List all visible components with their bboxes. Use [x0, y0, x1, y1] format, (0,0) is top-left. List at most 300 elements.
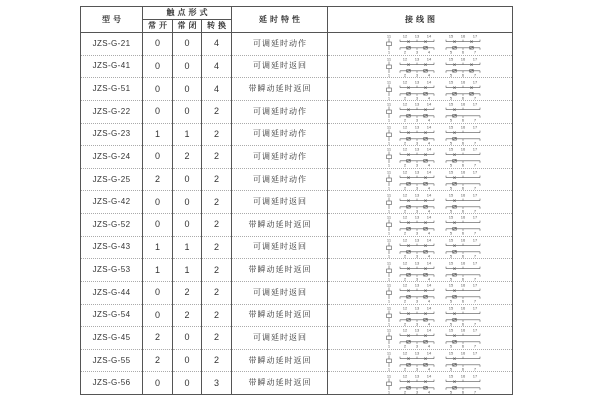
- svg-text:5: 5: [449, 389, 453, 394]
- svg-text:4: 4: [427, 208, 431, 213]
- svg-text:1: 1: [387, 253, 391, 258]
- delay-characteristic-cell: 可调延时返回: [232, 55, 328, 78]
- normally-open-count: 0: [143, 281, 173, 304]
- svg-text:4: 4: [427, 140, 431, 145]
- delay-characteristic-cell: 可调延时返回: [232, 327, 328, 350]
- svg-text:11: 11: [386, 146, 392, 152]
- table-row: [81, 146, 513, 169]
- svg-text:14: 14: [426, 260, 432, 266]
- normally-open-count: 0: [143, 78, 173, 101]
- svg-text:14: 14: [426, 146, 432, 152]
- svg-text:4: 4: [427, 230, 431, 236]
- delay-characteristic-cell: 带瞬动延时返回: [232, 372, 328, 395]
- svg-text:6: 6: [461, 185, 465, 191]
- svg-text:15: 15: [448, 79, 454, 85]
- changeover-count: 2: [202, 214, 232, 237]
- svg-text:16: 16: [460, 373, 466, 379]
- svg-text:15: 15: [448, 237, 454, 243]
- svg-text:6: 6: [461, 230, 465, 236]
- svg-text:7: 7: [473, 162, 477, 168]
- svg-text:13: 13: [414, 169, 420, 175]
- svg-text:16: 16: [460, 146, 466, 152]
- svg-text:3: 3: [415, 343, 419, 349]
- svg-text:13: 13: [414, 327, 420, 333]
- delay-characteristic-cell: 带瞬动延时返回: [232, 78, 328, 101]
- svg-text:14: 14: [426, 169, 432, 175]
- svg-text:1: 1: [387, 117, 391, 123]
- table-row: [81, 259, 513, 282]
- svg-text:11: 11: [386, 79, 392, 85]
- svg-text:4: 4: [427, 253, 431, 258]
- changeover-count: 3: [202, 372, 232, 395]
- normally-open-count: 2: [143, 327, 173, 350]
- svg-text:3: 3: [415, 140, 419, 145]
- svg-text:11: 11: [386, 373, 392, 379]
- relay-wiring-diagram-icon: [384, 101, 512, 122]
- svg-text:15: 15: [448, 124, 454, 130]
- svg-text:15: 15: [448, 146, 454, 152]
- svg-text:12: 12: [402, 327, 408, 333]
- svg-text:7: 7: [473, 321, 477, 326]
- normally-closed-count: 0: [173, 191, 202, 214]
- svg-text:7: 7: [473, 276, 477, 281]
- model-cell: JZS-G-51: [81, 78, 143, 101]
- normally-open-count: 0: [143, 372, 173, 395]
- delay-characteristic-cell: 带瞬动延时返回: [232, 214, 328, 237]
- relay-wiring-diagram-icon: [384, 214, 512, 235]
- svg-text:15: 15: [448, 101, 454, 107]
- relay-wiring-diagram-icon: [384, 260, 512, 281]
- svg-text:3: 3: [415, 298, 419, 304]
- svg-text:6: 6: [461, 72, 465, 77]
- col-header-contact-form: 触点形式: [143, 7, 232, 20]
- svg-text:5: 5: [449, 140, 453, 145]
- svg-text:6: 6: [461, 95, 465, 100]
- normally-closed-count: 2: [173, 281, 202, 304]
- wiring-diagram-cell: [328, 327, 513, 350]
- normally-closed-count: 0: [173, 55, 202, 78]
- normally-closed-count: 0: [173, 78, 202, 101]
- svg-text:17: 17: [472, 350, 478, 356]
- normally-open-count: 1: [143, 123, 173, 146]
- svg-text:11: 11: [386, 260, 392, 266]
- svg-text:15: 15: [448, 373, 454, 379]
- delay-characteristic-cell: 可调延时动作: [232, 33, 328, 56]
- normally-open-count: 0: [143, 33, 173, 56]
- changeover-count: 2: [202, 259, 232, 282]
- svg-text:3: 3: [415, 185, 419, 191]
- wiring-diagram-cell: [328, 281, 513, 304]
- svg-text:1: 1: [387, 343, 391, 349]
- delay-characteristic-cell: 可调延时返回: [232, 236, 328, 259]
- delay-characteristic-cell: 可调延时动作: [232, 146, 328, 169]
- svg-text:13: 13: [414, 350, 420, 356]
- svg-text:5: 5: [449, 276, 453, 281]
- table-row: [81, 78, 513, 101]
- col-header-model: 型号: [81, 7, 143, 33]
- svg-text:16: 16: [460, 169, 466, 175]
- changeover-count: 2: [202, 146, 232, 169]
- svg-text:17: 17: [472, 169, 478, 175]
- model-cell: JZS-G-41: [81, 55, 143, 78]
- svg-text:17: 17: [472, 214, 478, 220]
- svg-text:2: 2: [403, 276, 407, 281]
- svg-text:5: 5: [449, 95, 453, 100]
- svg-text:5: 5: [449, 343, 453, 349]
- svg-text:12: 12: [402, 260, 408, 266]
- changeover-count: 2: [202, 191, 232, 214]
- svg-text:12: 12: [402, 56, 408, 62]
- svg-text:6: 6: [461, 321, 465, 326]
- svg-text:14: 14: [426, 327, 432, 333]
- model-cell: JZS-G-21: [81, 33, 143, 56]
- svg-text:14: 14: [426, 124, 432, 130]
- svg-text:4: 4: [427, 276, 431, 281]
- svg-text:16: 16: [460, 214, 466, 220]
- svg-text:15: 15: [448, 214, 454, 220]
- table-row: [81, 168, 513, 191]
- svg-text:13: 13: [414, 56, 420, 62]
- svg-text:14: 14: [426, 192, 432, 198]
- model-cell: JZS-G-23: [81, 123, 143, 146]
- wiring-diagram-cell: [328, 236, 513, 259]
- normally-open-count: 0: [143, 191, 173, 214]
- svg-text:17: 17: [472, 282, 478, 288]
- svg-text:3: 3: [415, 389, 419, 394]
- svg-text:13: 13: [414, 260, 420, 266]
- svg-text:13: 13: [414, 79, 420, 85]
- svg-text:12: 12: [402, 350, 408, 356]
- normally-open-count: 0: [143, 55, 173, 78]
- svg-text:3: 3: [415, 162, 419, 168]
- svg-text:1: 1: [387, 95, 391, 100]
- svg-text:16: 16: [460, 350, 466, 356]
- wiring-diagram-cell: [328, 33, 513, 56]
- relay-wiring-diagram-icon: [384, 33, 512, 54]
- changeover-count: 2: [202, 281, 232, 304]
- svg-text:2: 2: [403, 49, 407, 55]
- model-cell: JZS-G-52: [81, 214, 143, 237]
- svg-text:5: 5: [449, 230, 453, 236]
- svg-text:12: 12: [402, 33, 408, 39]
- model-cell: JZS-G-22: [81, 100, 143, 123]
- delay-characteristic-cell: 可调延时动作: [232, 123, 328, 146]
- normally-closed-count: 0: [173, 349, 202, 372]
- svg-text:11: 11: [386, 327, 392, 333]
- svg-text:3: 3: [415, 276, 419, 281]
- svg-text:3: 3: [415, 366, 419, 372]
- svg-text:5: 5: [449, 49, 453, 55]
- svg-text:2: 2: [403, 230, 407, 236]
- svg-text:12: 12: [402, 237, 408, 243]
- svg-text:5: 5: [449, 185, 453, 191]
- delay-characteristic-cell: 可调延时返回: [232, 191, 328, 214]
- svg-text:14: 14: [426, 101, 432, 107]
- svg-text:7: 7: [473, 253, 477, 258]
- svg-text:11: 11: [386, 33, 392, 39]
- svg-text:4: 4: [427, 72, 431, 77]
- svg-text:2: 2: [403, 253, 407, 258]
- changeover-count: 2: [202, 100, 232, 123]
- svg-text:6: 6: [461, 366, 465, 372]
- svg-text:1: 1: [387, 208, 391, 213]
- svg-text:16: 16: [460, 260, 466, 266]
- table-row: [81, 55, 513, 78]
- svg-text:7: 7: [473, 366, 477, 372]
- svg-text:2: 2: [403, 72, 407, 77]
- model-cell: JZS-G-56: [81, 372, 143, 395]
- svg-text:3: 3: [415, 321, 419, 326]
- svg-text:15: 15: [448, 192, 454, 198]
- svg-text:12: 12: [402, 124, 408, 130]
- svg-text:14: 14: [426, 305, 432, 311]
- svg-text:2: 2: [403, 298, 407, 304]
- wiring-diagram-cell: [328, 259, 513, 282]
- normally-closed-count: 1: [173, 123, 202, 146]
- svg-text:2: 2: [403, 366, 407, 372]
- model-cell: JZS-G-53: [81, 259, 143, 282]
- table-row: [81, 281, 513, 304]
- svg-text:16: 16: [460, 124, 466, 130]
- table-body: [81, 33, 513, 395]
- svg-text:1: 1: [387, 321, 391, 326]
- svg-text:5: 5: [449, 253, 453, 258]
- relay-wiring-diagram-icon: [384, 237, 512, 258]
- svg-text:15: 15: [448, 327, 454, 333]
- svg-text:17: 17: [472, 192, 478, 198]
- model-cell: JZS-G-54: [81, 304, 143, 327]
- svg-text:16: 16: [460, 237, 466, 243]
- svg-text:3: 3: [415, 117, 419, 123]
- col-header-delay-characteristic: 延时特性: [232, 7, 328, 33]
- delay-characteristic-cell: 带瞬动延时返回: [232, 259, 328, 282]
- col-header-normally-open: 常开: [143, 20, 173, 33]
- normally-closed-count: 1: [173, 259, 202, 282]
- svg-text:15: 15: [448, 169, 454, 175]
- svg-text:12: 12: [402, 101, 408, 107]
- svg-text:1: 1: [387, 162, 391, 168]
- model-cell: JZS-G-44: [81, 281, 143, 304]
- svg-text:13: 13: [414, 305, 420, 311]
- svg-text:13: 13: [414, 101, 420, 107]
- delay-characteristic-cell: 带瞬动延时返回: [232, 349, 328, 372]
- svg-text:11: 11: [386, 124, 392, 130]
- svg-text:14: 14: [426, 373, 432, 379]
- svg-text:17: 17: [472, 79, 478, 85]
- table-row: [81, 33, 513, 56]
- svg-text:16: 16: [460, 101, 466, 107]
- wiring-diagram-cell: [328, 214, 513, 237]
- svg-text:16: 16: [460, 79, 466, 85]
- table-row: [81, 100, 513, 123]
- svg-text:7: 7: [473, 140, 477, 145]
- svg-text:5: 5: [449, 208, 453, 213]
- svg-text:15: 15: [448, 33, 454, 39]
- svg-text:17: 17: [472, 373, 478, 379]
- svg-text:11: 11: [386, 101, 392, 107]
- svg-text:4: 4: [427, 298, 431, 304]
- svg-text:12: 12: [402, 214, 408, 220]
- svg-text:11: 11: [386, 350, 392, 356]
- svg-text:1: 1: [387, 366, 391, 372]
- svg-text:1: 1: [387, 298, 391, 304]
- svg-text:16: 16: [460, 33, 466, 39]
- normally-closed-count: 0: [173, 100, 202, 123]
- svg-text:14: 14: [426, 214, 432, 220]
- svg-text:4: 4: [427, 366, 431, 372]
- svg-text:3: 3: [415, 49, 419, 55]
- svg-text:4: 4: [427, 95, 431, 100]
- normally-closed-count: 0: [173, 168, 202, 191]
- svg-text:4: 4: [427, 162, 431, 168]
- svg-text:3: 3: [415, 95, 419, 100]
- col-header-wiring-diagram: 接线图: [328, 7, 513, 33]
- svg-text:14: 14: [426, 33, 432, 39]
- normally-closed-count: 0: [173, 214, 202, 237]
- svg-text:5: 5: [449, 117, 453, 123]
- table-row: [81, 304, 513, 327]
- svg-text:14: 14: [426, 350, 432, 356]
- wiring-diagram-cell: [328, 349, 513, 372]
- table-row: [81, 327, 513, 350]
- svg-text:12: 12: [402, 192, 408, 198]
- relay-wiring-diagram-icon: [384, 192, 512, 213]
- table-row: [81, 214, 513, 237]
- normally-closed-count: 0: [173, 372, 202, 395]
- relay-wiring-diagram-icon: [384, 146, 512, 167]
- svg-text:6: 6: [461, 49, 465, 55]
- svg-text:5: 5: [449, 321, 453, 326]
- wiring-diagram-cell: [328, 123, 513, 146]
- svg-text:6: 6: [461, 343, 465, 349]
- svg-text:12: 12: [402, 282, 408, 288]
- wiring-diagram-cell: [328, 78, 513, 101]
- col-header-changeover: 转换: [202, 20, 232, 33]
- model-cell: JZS-G-24: [81, 146, 143, 169]
- svg-text:2: 2: [403, 321, 407, 326]
- svg-text:16: 16: [460, 305, 466, 311]
- relay-wiring-diagram-icon: [384, 305, 512, 326]
- svg-text:4: 4: [427, 389, 431, 394]
- model-cell: JZS-G-43: [81, 236, 143, 259]
- svg-text:13: 13: [414, 282, 420, 288]
- relay-wiring-diagram-icon: [384, 169, 512, 190]
- col-header-normally-closed: 常闭: [173, 20, 202, 33]
- wiring-diagram-cell: [328, 100, 513, 123]
- normally-open-count: 2: [143, 168, 173, 191]
- svg-text:16: 16: [460, 56, 466, 62]
- svg-text:7: 7: [473, 298, 477, 304]
- svg-text:7: 7: [473, 343, 477, 349]
- wiring-diagram-cell: [328, 55, 513, 78]
- svg-text:17: 17: [472, 33, 478, 39]
- wiring-diagram-cell: [328, 191, 513, 214]
- svg-text:15: 15: [448, 282, 454, 288]
- svg-text:11: 11: [386, 282, 392, 288]
- svg-text:17: 17: [472, 260, 478, 266]
- delay-characteristic-cell: 可调延时返回: [232, 281, 328, 304]
- svg-text:6: 6: [461, 389, 465, 394]
- svg-text:7: 7: [473, 49, 477, 55]
- svg-text:6: 6: [461, 117, 465, 123]
- changeover-count: 2: [202, 349, 232, 372]
- table-header: [81, 7, 513, 33]
- wiring-diagram-cell: [328, 168, 513, 191]
- svg-text:1: 1: [387, 230, 391, 236]
- svg-text:6: 6: [461, 276, 465, 281]
- normally-open-count: 2: [143, 349, 173, 372]
- normally-open-count: 0: [143, 146, 173, 169]
- svg-text:17: 17: [472, 305, 478, 311]
- svg-text:4: 4: [427, 343, 431, 349]
- svg-text:13: 13: [414, 124, 420, 130]
- relay-wiring-diagram-icon: [384, 373, 512, 394]
- normally-closed-count: 0: [173, 327, 202, 350]
- svg-text:12: 12: [402, 79, 408, 85]
- svg-text:12: 12: [402, 146, 408, 152]
- relay-wiring-diagram-icon: [384, 56, 512, 77]
- model-cell: JZS-G-42: [81, 191, 143, 214]
- normally-open-count: 1: [143, 259, 173, 282]
- svg-text:6: 6: [461, 208, 465, 213]
- svg-text:1: 1: [387, 389, 391, 394]
- svg-text:4: 4: [427, 49, 431, 55]
- svg-text:14: 14: [426, 282, 432, 288]
- relay-wiring-diagram-icon: [384, 327, 512, 348]
- svg-text:1: 1: [387, 140, 391, 145]
- svg-text:15: 15: [448, 350, 454, 356]
- svg-text:2: 2: [403, 343, 407, 349]
- svg-text:4: 4: [427, 185, 431, 191]
- svg-text:3: 3: [415, 208, 419, 213]
- svg-text:17: 17: [472, 56, 478, 62]
- changeover-count: 2: [202, 168, 232, 191]
- svg-text:15: 15: [448, 56, 454, 62]
- svg-text:7: 7: [473, 208, 477, 213]
- svg-text:2: 2: [403, 208, 407, 213]
- svg-text:13: 13: [414, 373, 420, 379]
- svg-text:2: 2: [403, 140, 407, 145]
- delay-characteristic-cell: 带瞬动延时返回: [232, 304, 328, 327]
- svg-text:7: 7: [473, 230, 477, 236]
- normally-open-count: 0: [143, 214, 173, 237]
- delay-characteristic-cell: 可调延时动作: [232, 100, 328, 123]
- svg-text:7: 7: [473, 72, 477, 77]
- table-row: [81, 123, 513, 146]
- svg-text:4: 4: [427, 117, 431, 123]
- normally-closed-count: 2: [173, 146, 202, 169]
- svg-text:1: 1: [387, 185, 391, 191]
- svg-text:6: 6: [461, 298, 465, 304]
- svg-text:7: 7: [473, 95, 477, 100]
- normally-closed-count: 2: [173, 304, 202, 327]
- svg-text:16: 16: [460, 192, 466, 198]
- svg-text:12: 12: [402, 305, 408, 311]
- svg-text:16: 16: [460, 327, 466, 333]
- normally-closed-count: 0: [173, 33, 202, 56]
- relay-wiring-diagram-icon: [384, 282, 512, 303]
- svg-text:7: 7: [473, 389, 477, 394]
- svg-text:17: 17: [472, 101, 478, 107]
- svg-text:7: 7: [473, 185, 477, 191]
- model-cell: JZS-G-55: [81, 349, 143, 372]
- svg-text:2: 2: [403, 389, 407, 394]
- svg-text:2: 2: [403, 117, 407, 123]
- table-row: [81, 191, 513, 214]
- table-row: [81, 236, 513, 259]
- svg-text:11: 11: [386, 56, 392, 62]
- svg-text:17: 17: [472, 237, 478, 243]
